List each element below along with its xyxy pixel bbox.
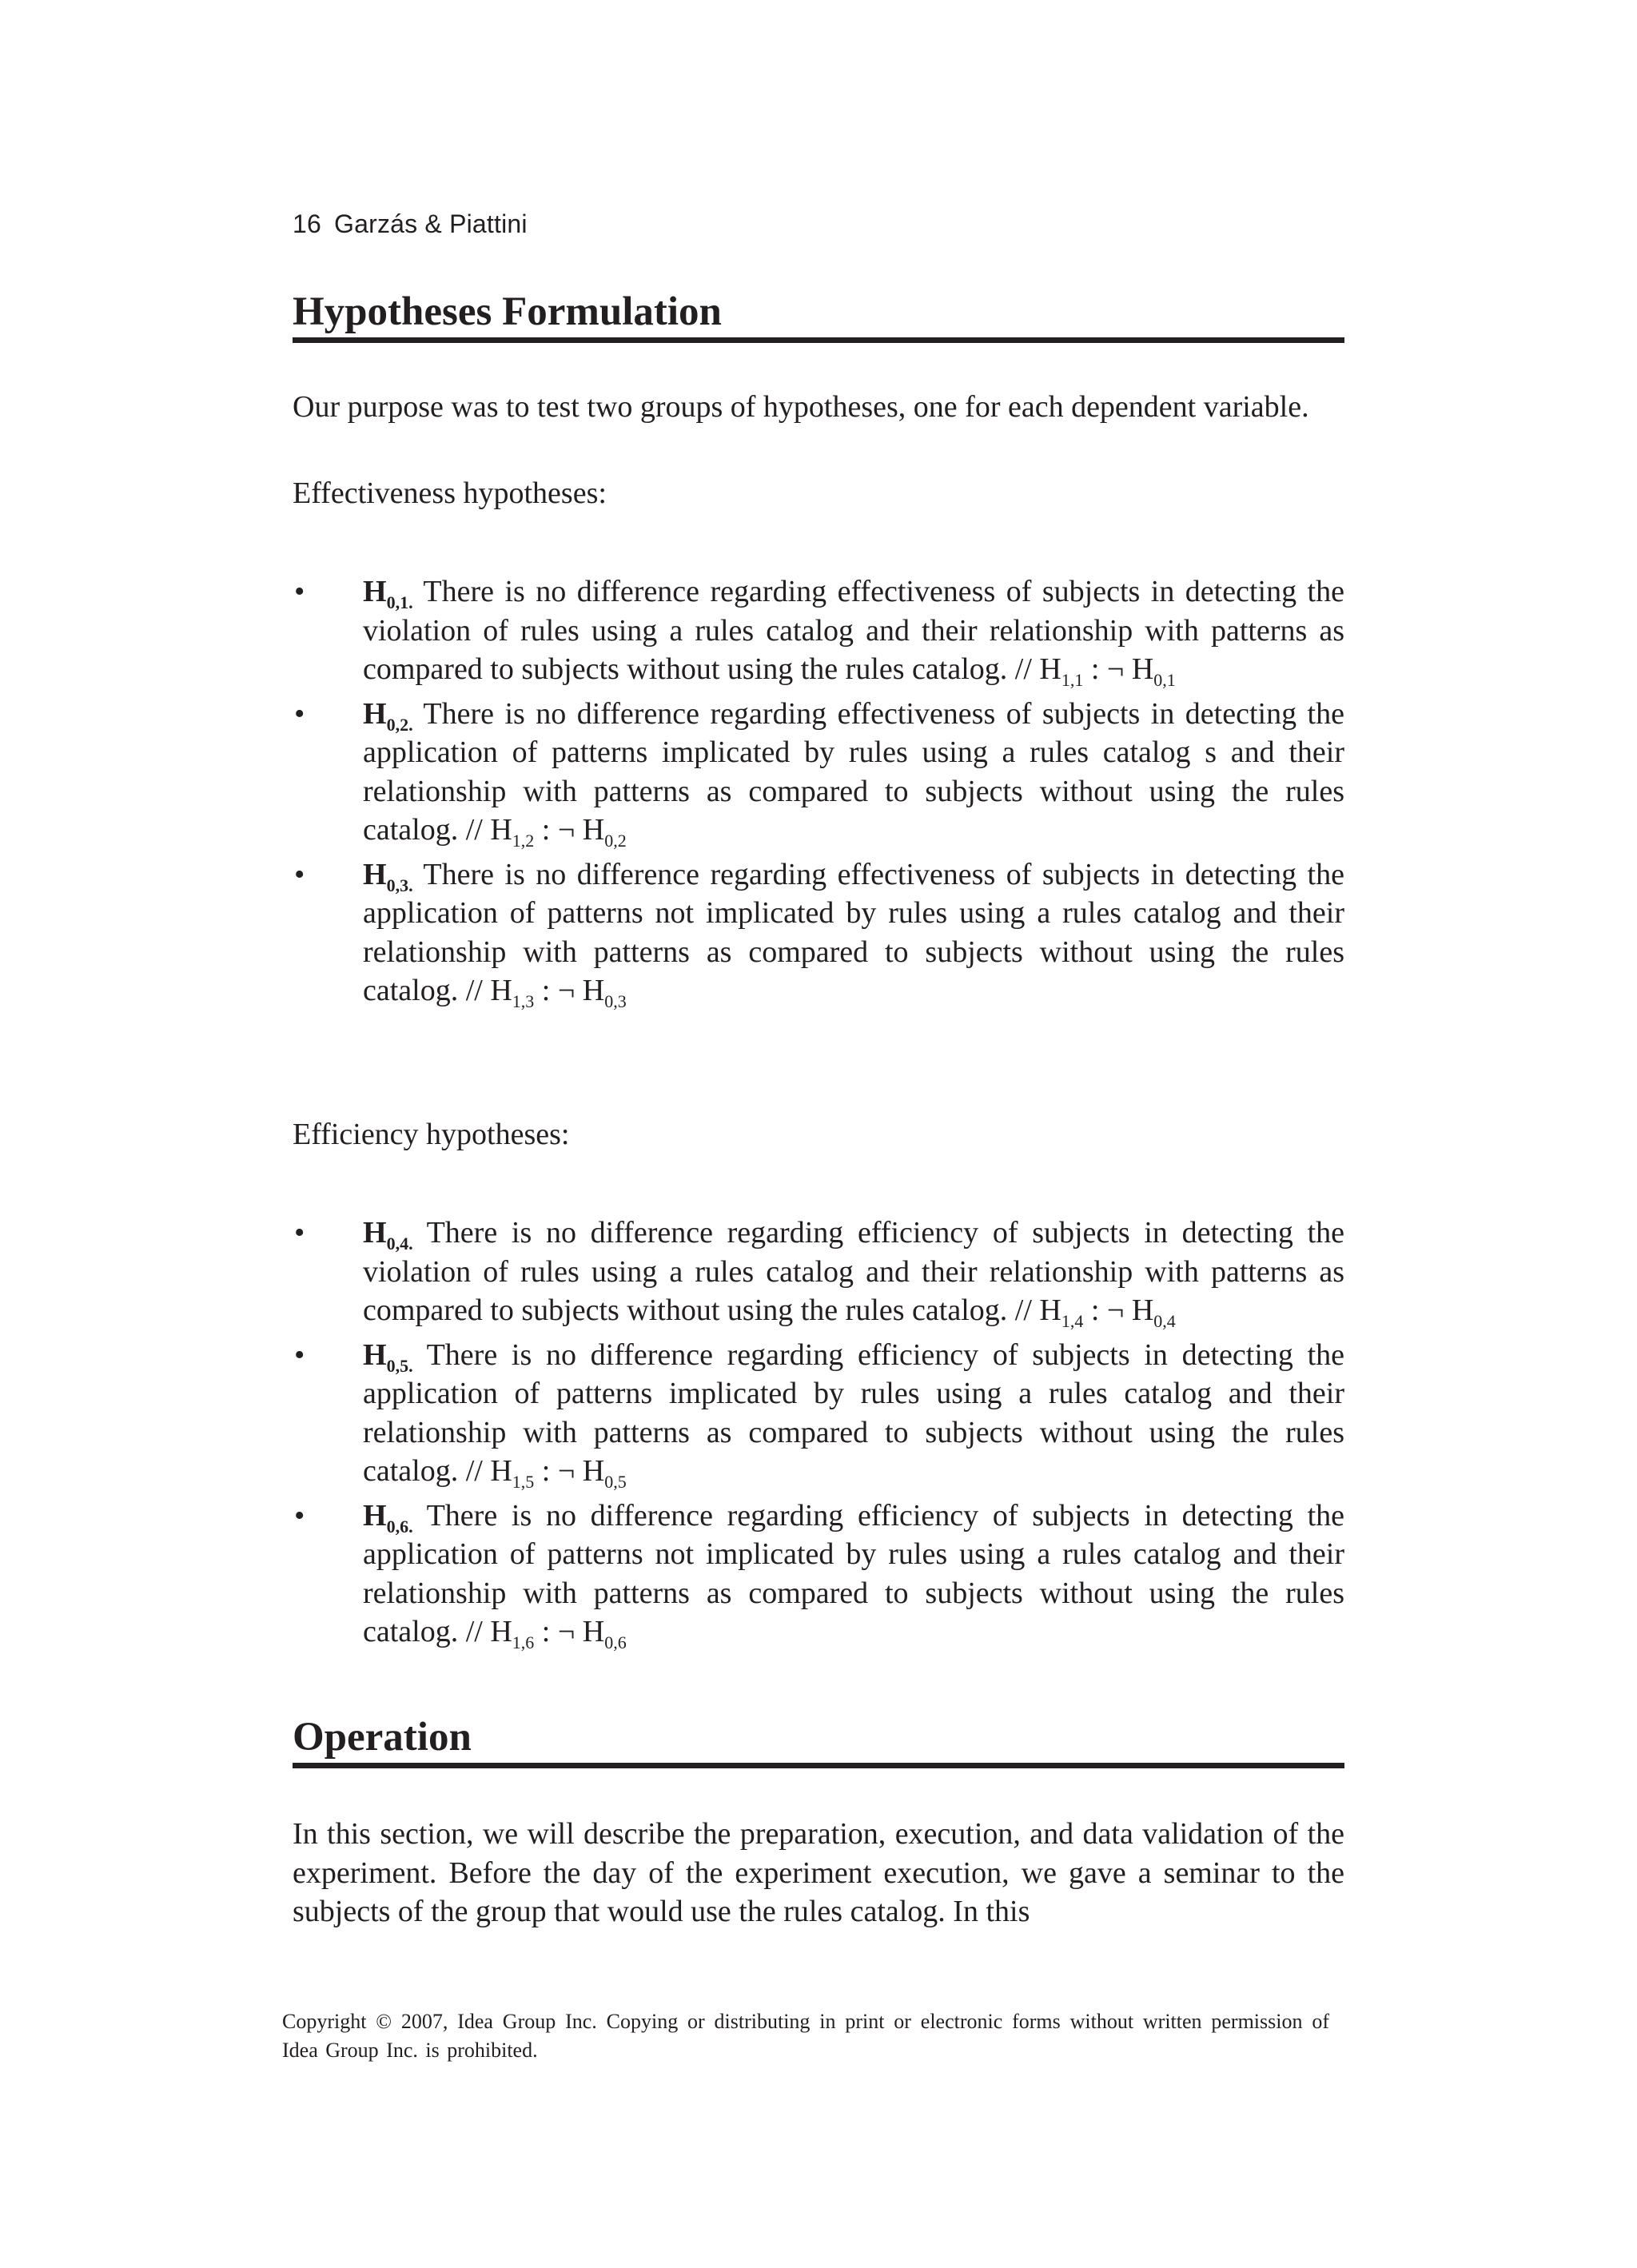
effectiveness-hypotheses-list <box>293 572 1344 1016</box>
bullet-icon: • <box>294 1337 305 1372</box>
hypothesis-item-h06 <box>293 1497 1344 1652</box>
hypothesis-text: There is no difference regarding efficiency of subjects in detecting the violation of rules using a rules catalog and their relationship with patterns as compared to subjects without using the rules catalog. <box>363 1216 1344 1327</box>
hypothesis-item-h04 <box>293 1214 1344 1330</box>
hypothesis-text: There is no difference regarding efficiency of subjects in detecting the application of patterns implicated by rules using a rules catalog and their relationship with patterns as compared to subjects without using the rules catalog. <box>363 1337 1344 1488</box>
hypothesis-id: $H_{0,6.}$ <box>363 1498 413 1537</box>
hypothesis-id: $H_{0,3.}$ <box>363 857 413 895</box>
bullet-icon: • <box>294 1216 305 1250</box>
hypotheses-intro: Our purpose was to test two groups of hypotheses, one for each dependent variable. <box>293 390 1309 424</box>
bullet-icon: • <box>294 696 305 731</box>
hypothesis-item-h03 <box>293 855 1344 1010</box>
hypothesis-text: There is no difference regarding efficiency of subjects in detecting the application of patterns not implicated by rules using a rules catalog and their relationship with patterns as compared to subjects without using the rules catalog. <box>363 1498 1344 1648</box>
hypothesis-item-h02 <box>293 695 1344 850</box>
section-title-hypotheses: Hypotheses Formulation <box>293 288 1344 343</box>
copyright-notice: Copyright © 2007, Idea Group Inc. Copying or distributing in print or electronic forms without written permission of Idea Group Inc. is prohibited. <box>282 2010 1329 2062</box>
hypothesis-alternative-ref: // $H_{1,1}$ : ¬ $H_{0,1}$ <box>1014 652 1176 690</box>
hypothesis-alternative-ref: // $H_{1,3}$ : ¬ $H_{0,3}$ <box>465 974 627 1011</box>
hypothesis-alternative-ref: // $H_{1,6}$ : ¬ $H_{0,6}$ <box>465 1615 627 1652</box>
bullet-icon: • <box>294 1498 305 1533</box>
running-head <box>293 209 528 239</box>
efficiency-hypotheses-list <box>293 1214 1344 1657</box>
hypothesis-item-h05 <box>293 1336 1344 1491</box>
hypothesis-text: There is no difference regarding effectiveness of subjects in detecting the violation of rules using a rules catalog and their relationship with patterns as compared to subjects without using the rules catalog. <box>363 575 1344 686</box>
hypothesis-text: There is no difference regarding effectiveness of subjects in detecting the application of patterns not implicated by rules using a rules catalog and their relationship with patterns as compared to subjects without using the rules catalog. <box>363 857 1344 1007</box>
section-title-operation: Operation <box>293 1713 1344 1768</box>
bullet-icon: • <box>294 857 305 891</box>
effectiveness-label: Effectiveness hypotheses: <box>293 476 607 510</box>
hypothesis-alternative-ref: // $H_{1,2}$ : ¬ $H_{0,2}$ <box>465 813 627 851</box>
hypothesis-alternative-ref: // $H_{1,5}$ : ¬ $H_{0,5}$ <box>465 1454 627 1492</box>
efficiency-label: Efficiency hypotheses: <box>293 1118 570 1151</box>
hypothesis-item-h01 <box>293 572 1344 689</box>
hypothesis-alternative-ref: // $H_{1,4}$ : ¬ $H_{0,4}$ <box>1014 1293 1176 1331</box>
hypothesis-text: There is no difference regarding effectiveness of subjects in detecting the application of patterns implicated by rules using a rules catalog s and their relationship with patterns as compared to subjects without using the rules catalog. <box>363 696 1344 847</box>
hypothesis-id: $H_{0,2.}$ <box>363 696 413 735</box>
hypothesis-id: $H_{0,1.}$ <box>363 575 413 612</box>
page-number: 16 <box>293 209 321 238</box>
hypothesis-id: $H_{0,4.}$ <box>363 1216 413 1254</box>
operation-paragraph: In this section, we will describe the preparation, execution, and data validation of the experiment. Before the day of the experiment execution, we gave a seminar to the subjects of the group that would use the rules catalog. In this <box>293 1817 1344 1928</box>
running-head-authors: Garzás & Piattini <box>334 209 528 238</box>
hypothesis-id: $H_{0,5.}$ <box>363 1337 413 1376</box>
bullet-icon: • <box>294 575 305 608</box>
